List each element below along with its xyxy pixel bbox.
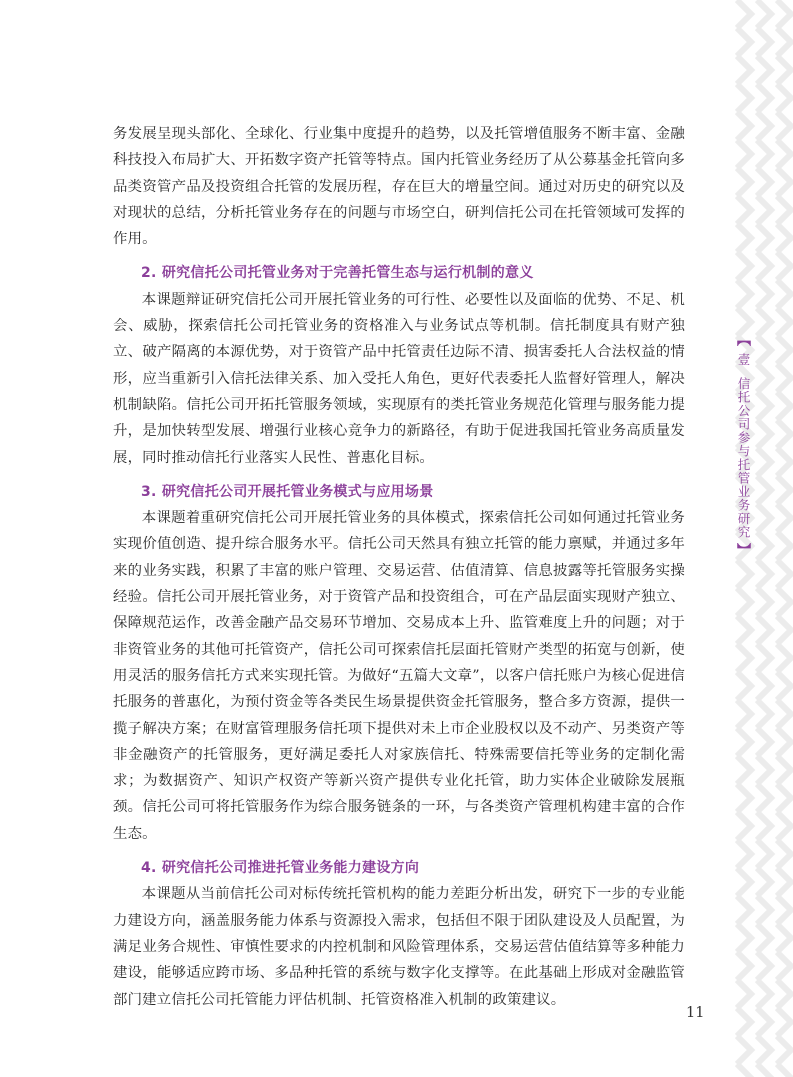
chapter-title: 信托公司参与托管业务研究 — [736, 376, 751, 539]
bracket-close: 】 — [735, 542, 751, 558]
paragraph-section-3: 本课题着重研究信托公司开展托管业务的具体模式，探索信托公司如何通过托管业务实现价值创造、提升综合服务水平。信托公司天然具有独立托管的能力禀赋，并通过多年来的业务实践，积累了丰富的账户管理、交易运营、估值清算、信息披露等托管服务实操经验。信托公司开展托管业务，对于资管产品和投资组合，可在产品层面实现财产独立、保障规范运作，改善金融产品交易环节增加、交易成本上升、监管难度上升的问题；对于非资管业务的其他可托管资产，信托公司可探索信托层面托管财产类型的拓宽与创新，使用灵活的服务信托方式来实现托管。为做好“五篇大文章”，以客户信托账户为核心促进信托服务的普惠化，为预付资金等各类民生场景提供资金托管服务，整合多方资源，提供一揽子解决方案；在财富管理服务信托项下提供对未上市企业股权以及不动产、另类资产等非金融资产的托管服务，更好满足委托人对家族信托、特殊需要信托等业务的定制化需求；为数据资产、知识产权资产等新兴资产提供专业化托管，助力实体企业破除发展瓶颈。信托公司可将托管服务作为综合服务链条的一环，与各类资产管理机构建丰富的合作生态。 — [113, 510, 685, 842]
section-heading-4: 4. 研究信托公司推进托管业务能力建设方向 — [141, 860, 420, 877]
paragraph-intro-continued: 务发展呈现头部化、全球化、行业集中度提升的趋势，以及托管增值服务不断丰富、金融科技投入布局扩大、开拓数字资产托管等特点。国内托管业务经历了从公募基金托管向多品类资管产品及投资组合托管的发展历程，存在巨大的增量空间。通过对历史的研究以及对现状的总结，分析托管业务存在的问题与市场空白，研判信托公司在托管领域可发挥的作用。 — [113, 126, 685, 248]
paragraph-section-4: 本课题从当前信托公司对标传统托管机构的能力差距分析出发，研究下一步的专业能力建设方向，涵盖服务能力体系与资源投入需求，包括但不限于团队建设及人员配置，为满足业务合规性、审慎性要求的内控机制和风险管理体系，交易运营估值结算等多种能力建设，能够适应跨市场、多品种托管的系统与数字化支撑等。在此基础上形成对金融监管部门建立信托公司托管能力评估机制、托管资格准入机制的政策建议。 — [113, 886, 685, 1008]
bracket-open: 【 — [735, 332, 751, 347]
section-heading-3: 3. 研究信托公司开展托管业务模式与应用场景 — [141, 483, 434, 500]
paragraph-section-2: 本课题辩证研究信托公司开展托管业务的可行性、必要性以及面临的优势、不足、机会、威胁，探索信托公司托管业务的资格准入与业务试点等机制。信托制度具有财产独立、破产隔离的本源优势，对于资管产品中托管责任边际不清、损害委托人合法权益的情形，应当重新引入信托法律关系、加入受托人角色，更好代表委托人监督好管理人，解决机制缺陷。信托公司开拓托管服务领域，实现原有的类托管业务规范化管理与服务能力提升，是加快转型发展、增强行业核心竞争力的新路径，有助于促进我国托管业务高质量发展，同时推动信托行业落实人民性、普惠化目标。 — [113, 291, 685, 466]
chapter-number: 壹 — [736, 353, 751, 367]
chapter-side-tab — [729, 332, 757, 558]
page-number: 11 — [686, 1005, 705, 1021]
section-heading-2: 2. 研究信托公司托管业务对于完善托管生态与运行机制的意义 — [141, 265, 534, 282]
document-body — [113, 121, 685, 1013]
